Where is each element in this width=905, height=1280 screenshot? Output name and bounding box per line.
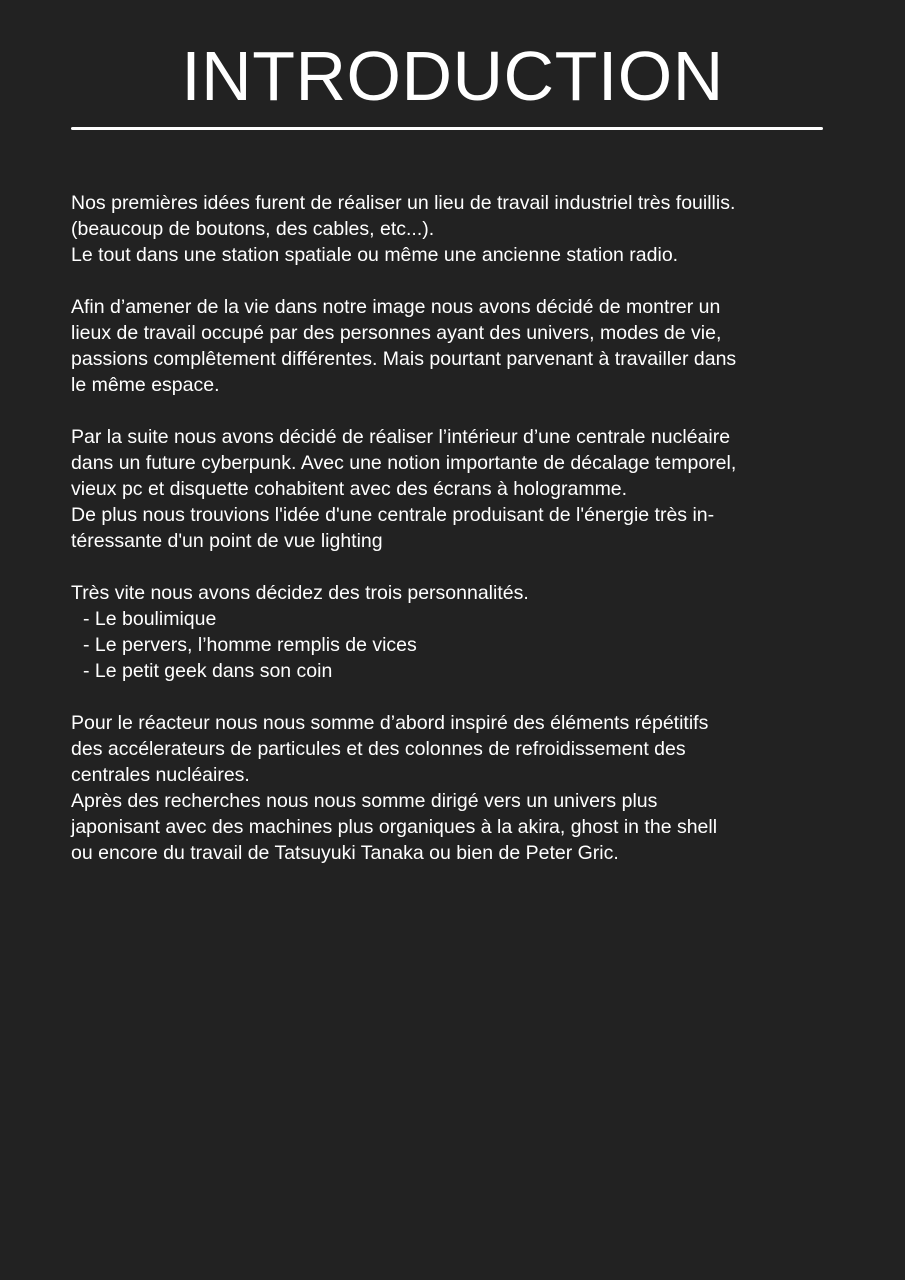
title-underline-rule xyxy=(71,127,823,130)
text-line: passions complêtement différentes. Mais pourtant parvenant à travailler dans xyxy=(71,348,737,370)
text-line: (beaucoup de boutons, des cables, etc...). xyxy=(71,218,435,240)
text-line: lieux de travail occupé par des personnes ayant des univers, modes de vie, xyxy=(71,322,722,344)
paragraph-3 xyxy=(71,424,831,554)
text-line: Très vite nous avons décidez des trois personnalités. xyxy=(71,582,529,604)
paragraph-5 xyxy=(71,710,831,866)
list-item: - Le pervers, l’homme remplis de vices xyxy=(83,634,417,656)
body-text xyxy=(71,190,831,892)
text-line: téressante d'un point de vue lighting xyxy=(71,530,383,552)
paragraph-2 xyxy=(71,294,831,398)
text-line: Pour le réacteur nous nous somme d’abord inspiré des éléments répétitifs xyxy=(71,712,709,734)
text-line: japonisant avec des machines plus organiques à la akira, ghost in the shell xyxy=(71,816,718,838)
text-line: dans un future cyberpunk. Avec une notion importante de décalage temporel, xyxy=(71,452,737,474)
list-item: - Le petit geek dans son coin xyxy=(83,660,333,682)
paragraph-4 xyxy=(71,580,831,684)
list-item: - Le boulimique xyxy=(83,608,217,630)
text-line: le même espace. xyxy=(71,374,220,396)
text-line: De plus nous trouvions l'idée d'une centrale produisant de l'énergie très in- xyxy=(71,504,715,526)
text-line: Le tout dans une station spatiale ou même une ancienne station radio. xyxy=(71,244,679,266)
page-title: INTRODUCTION xyxy=(181,37,724,115)
text-line: ou encore du travail de Tatsuyuki Tanaka ou bien de Peter Gric. xyxy=(71,842,619,864)
text-line: Après des recherches nous nous somme dirigé vers un univers plus xyxy=(71,790,658,812)
text-line: Par la suite nous avons décidé de réaliser l’intérieur d’une centrale nucléaire xyxy=(71,426,731,448)
text-line: centrales nucléaires. xyxy=(71,764,250,786)
text-line: Afin d’amener de la vie dans notre image nous avons décidé de montrer un xyxy=(71,296,721,318)
paragraph-1 xyxy=(71,190,831,268)
text-line: Nos premières idées furent de réaliser un lieu de travail industriel très fouillis. xyxy=(71,192,736,214)
text-line: vieux pc et disquette cohabitent avec des écrans à hologramme. xyxy=(71,478,628,500)
text-line: des accélerateurs de particules et des colonnes de refroidissement des xyxy=(71,738,686,760)
